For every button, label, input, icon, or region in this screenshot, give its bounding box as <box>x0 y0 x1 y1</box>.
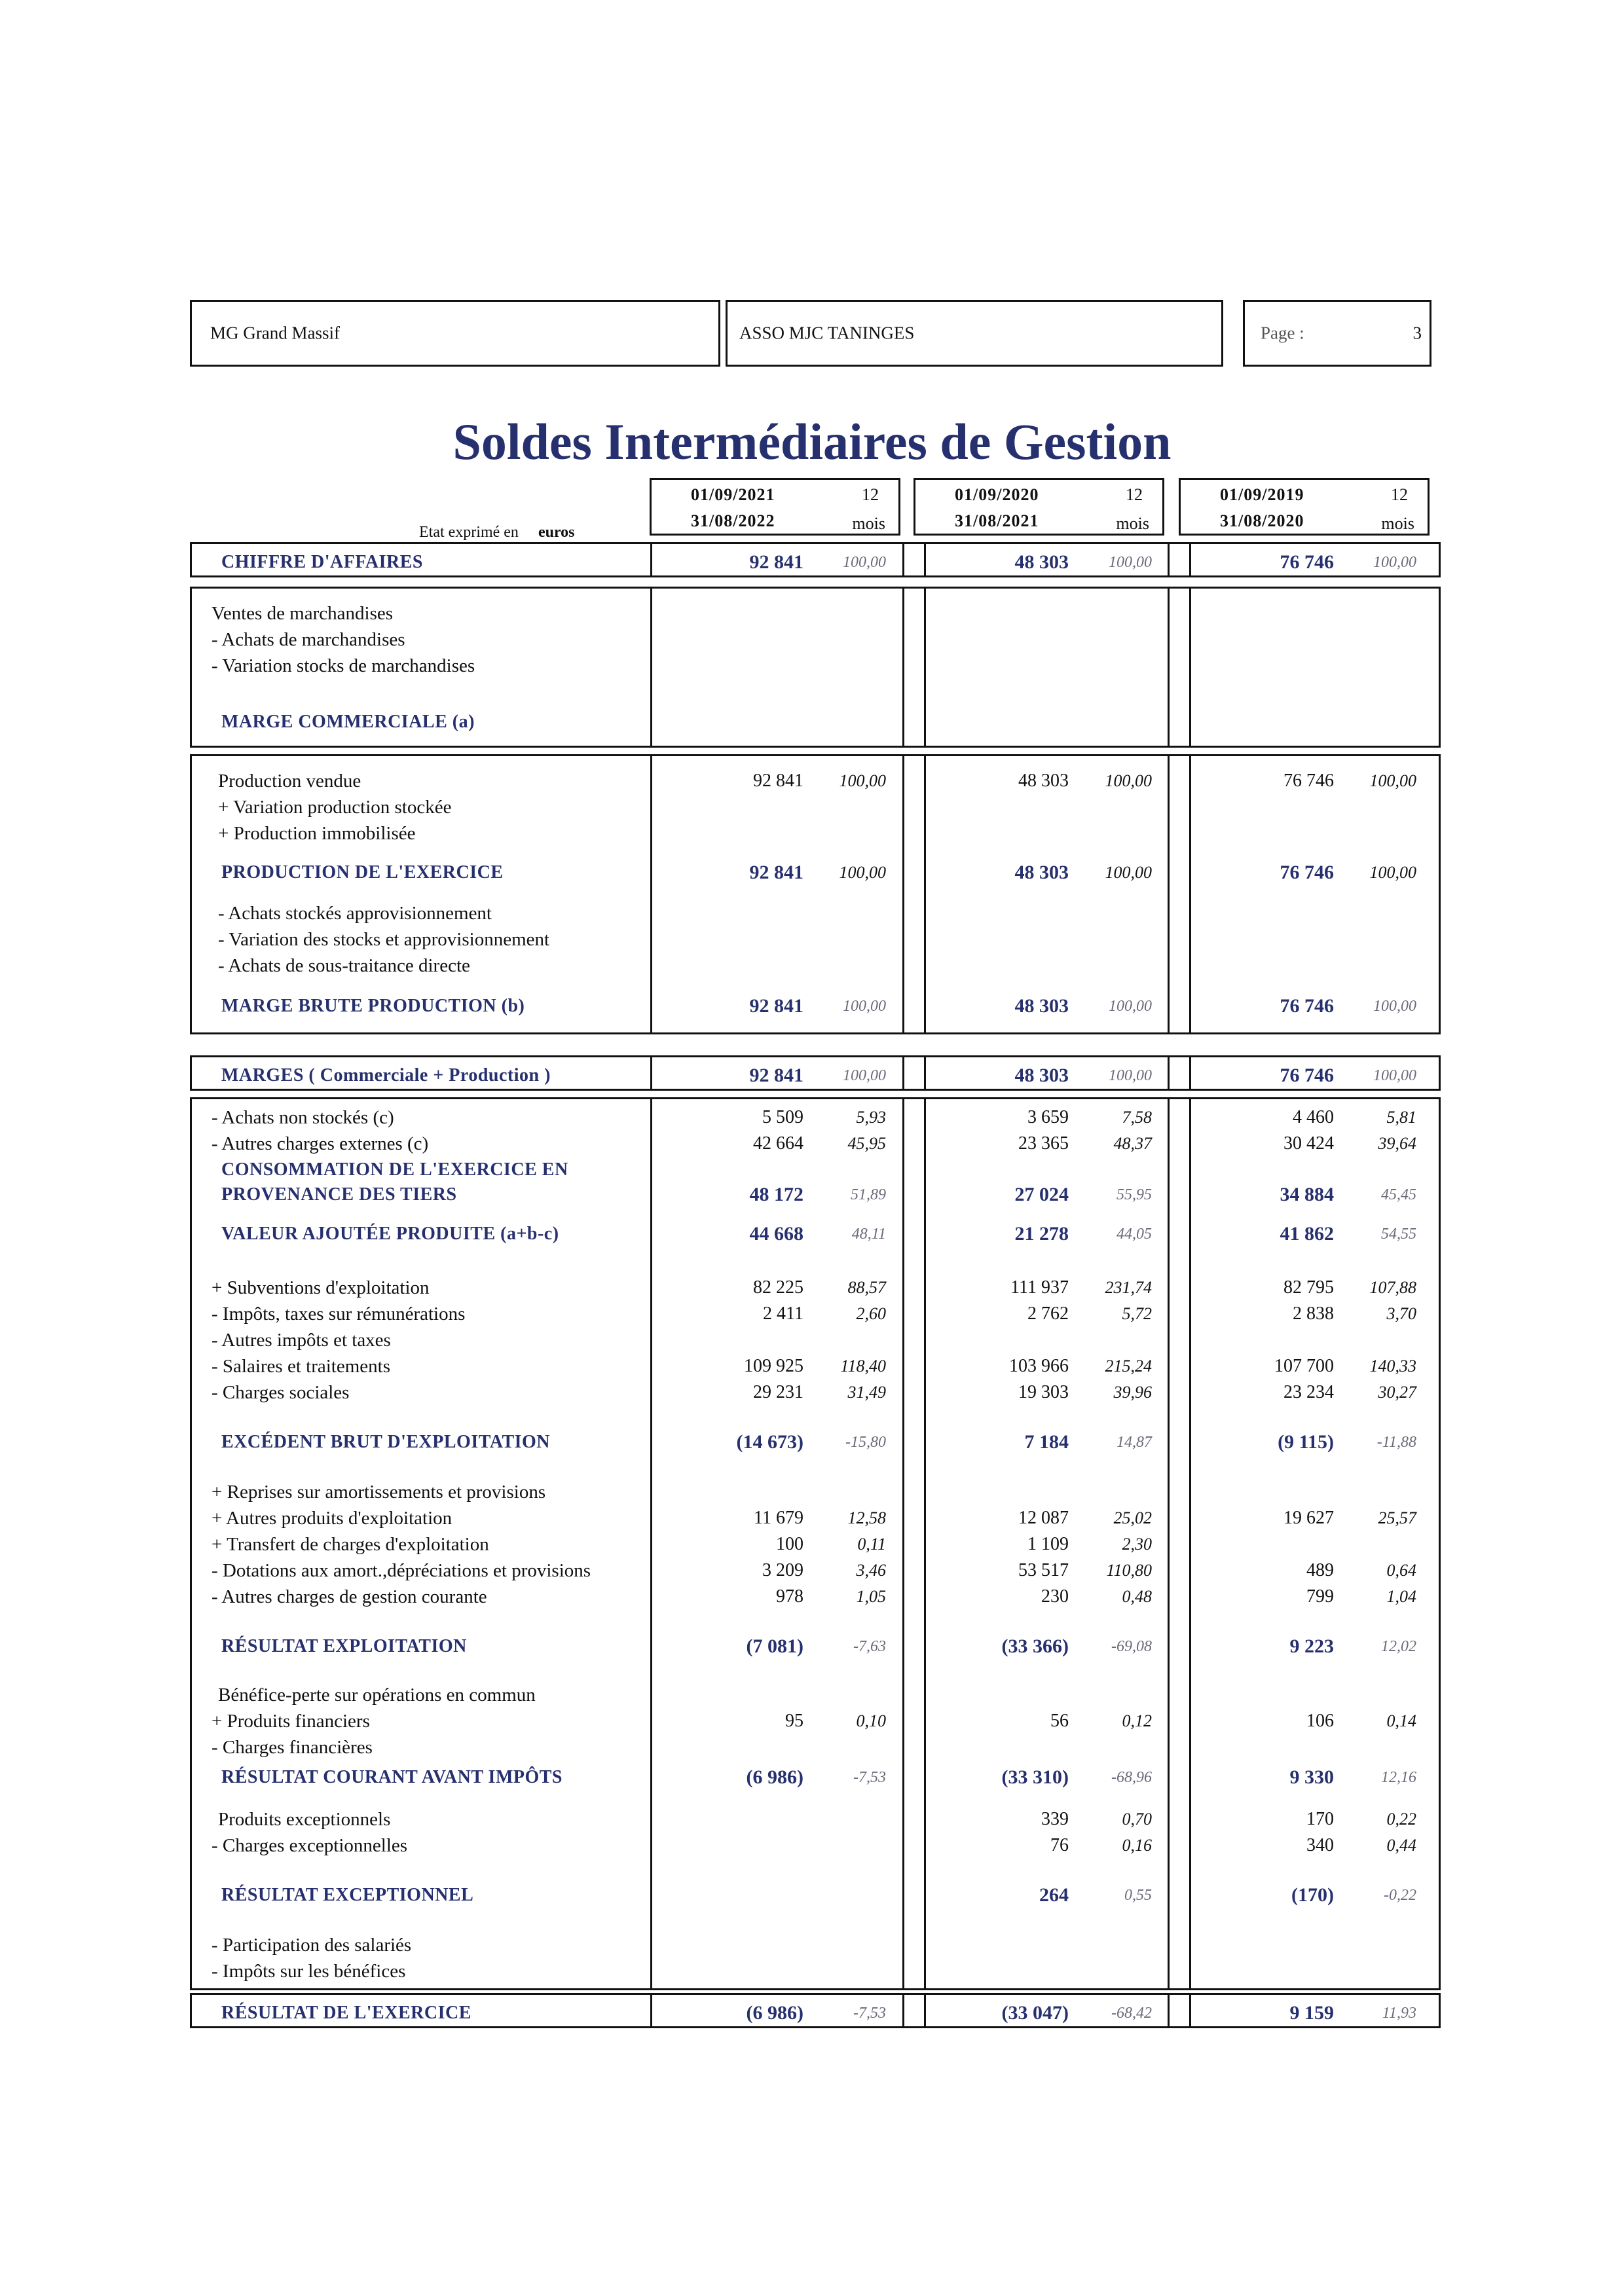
amount-period-1: 3 209 <box>762 1560 803 1580</box>
row-label: RÉSULTAT EXCEPTIONNEL <box>221 1885 474 1905</box>
row-prod-fin <box>192 1708 1439 1734</box>
row-res-ex <box>192 2000 1439 2026</box>
percent-period-1: -15,80 <box>845 1434 886 1451</box>
percent-period-2: 0,12 <box>1122 1711 1152 1730</box>
section-marge-commerciale <box>190 587 1441 748</box>
percent-period-2: 44,05 <box>1116 1226 1152 1243</box>
row-marge-com <box>192 709 1439 735</box>
amount-period-1: 82 225 <box>753 1277 803 1298</box>
amount-period-2: 48 303 <box>1014 551 1069 573</box>
row-label: + Production immobilisée <box>218 823 416 844</box>
amount-period-3: 2 838 <box>1293 1303 1334 1324</box>
period-end: 31/08/2022 <box>691 511 775 530</box>
row-transfert <box>192 1531 1439 1558</box>
amount-period-1: 92 841 <box>749 995 803 1017</box>
amount-period-1: 109 925 <box>744 1356 803 1376</box>
row-prod-immo <box>192 820 1439 847</box>
period-start: 01/09/2019 <box>1220 485 1304 504</box>
percent-period-1: 48,11 <box>851 1226 886 1243</box>
amount-period-2: 111 937 <box>1010 1277 1069 1298</box>
row-prod-exc <box>192 1806 1439 1832</box>
amount-period-1: 5 509 <box>762 1107 803 1127</box>
row-label: Production vendue <box>218 771 361 792</box>
percent-period-3: 100,00 <box>1373 554 1416 571</box>
row-autres-ch <box>192 1131 1439 1157</box>
client-name: ASSO MJC TANINGES <box>739 323 915 343</box>
row-label: MARGES ( Commerciale + Production ) <box>221 1065 551 1085</box>
row-res-exc <box>192 1882 1439 1908</box>
percent-period-1: 2,60 <box>856 1304 886 1323</box>
amount-period-2: (33 310) <box>1001 1766 1069 1788</box>
amount-period-3: 799 <box>1306 1586 1334 1607</box>
row-label: + Produits financiers <box>212 1711 370 1732</box>
page-box <box>1243 300 1431 367</box>
row-label: - Autres impôts et taxes <box>212 1330 391 1351</box>
row-ca <box>192 549 1439 575</box>
percent-period-1: 100,00 <box>839 771 886 790</box>
row-subv <box>192 1275 1439 1301</box>
row-label: - Impôts sur les bénéfices <box>212 1961 406 1982</box>
row-achats-ns <box>192 1104 1439 1131</box>
row-label: Bénéfice-perte sur opérations en commun <box>218 1685 536 1705</box>
row-ch-exc <box>192 1832 1439 1859</box>
amount-period-1: (14 673) <box>736 1431 803 1453</box>
amount-period-3: 340 <box>1306 1835 1334 1855</box>
amount-period-3: 489 <box>1306 1560 1334 1580</box>
row-label: - Salaires et traitements <box>212 1356 390 1377</box>
company-name: MG Grand Massif <box>210 323 340 343</box>
row-dotations <box>192 1558 1439 1584</box>
amount-period-1: 44 668 <box>749 1223 803 1245</box>
percent-period-3: 100,00 <box>1373 1067 1416 1084</box>
percent-period-3: 11,93 <box>1382 2005 1416 2022</box>
amount-period-3: 23 234 <box>1283 1382 1334 1402</box>
section-resultat-exercice <box>190 1993 1441 2028</box>
period-months-label: mois <box>1381 514 1414 533</box>
amount-period-2: 230 <box>1041 1586 1069 1607</box>
amount-period-1: (6 986) <box>746 1766 803 1788</box>
page-number: 3 <box>1412 323 1422 343</box>
row-autres-gest <box>192 1584 1439 1610</box>
amount-period-2: 264 <box>1039 1884 1069 1906</box>
row-label: MARGE BRUTE PRODUCTION (b) <box>221 996 525 1016</box>
unit-value: euros <box>538 524 575 541</box>
percent-period-1: -7,53 <box>853 1769 886 1786</box>
percent-period-2: 2,30 <box>1122 1535 1152 1554</box>
amount-period-3: 4 460 <box>1293 1107 1334 1127</box>
row-conso2 <box>192 1182 1439 1208</box>
amount-period-3: 76 746 <box>1280 551 1334 573</box>
amount-period-1: 92 841 <box>749 862 803 883</box>
amount-period-3: 82 795 <box>1283 1277 1334 1298</box>
amount-period-3: (9 115) <box>1278 1431 1334 1453</box>
section-production <box>190 754 1441 1034</box>
percent-period-2: 0,48 <box>1122 1587 1152 1606</box>
percent-period-3: 3,70 <box>1386 1304 1416 1323</box>
percent-period-1: 51,89 <box>851 1186 886 1203</box>
unit-note <box>419 524 575 541</box>
amount-period-1: (6 986) <box>746 2002 803 2024</box>
percent-period-2: -69,08 <box>1111 1638 1152 1655</box>
percent-period-2: 100,00 <box>1105 863 1152 882</box>
client-box <box>726 300 1223 367</box>
row-label: PROVENANCE DES TIERS <box>221 1184 457 1205</box>
amount-period-1: 48 172 <box>749 1184 803 1205</box>
percent-period-2: 0,16 <box>1122 1836 1152 1855</box>
percent-period-1: 3,46 <box>856 1561 886 1580</box>
row-label: + Transfert de charges d'exploitation <box>212 1534 489 1555</box>
row-ch-fin <box>192 1734 1439 1760</box>
percent-period-1: 118,40 <box>840 1357 886 1376</box>
row-label: Produits exceptionnels <box>218 1809 391 1830</box>
percent-period-2: 110,80 <box>1106 1561 1152 1580</box>
percent-period-2: 100,00 <box>1109 554 1152 571</box>
amount-period-3: 106 <box>1306 1711 1334 1731</box>
row-label: + Subventions d'exploitation <box>212 1277 430 1298</box>
row-label: - Variation stocks de marchandises <box>212 655 475 676</box>
row-label: - Dotations aux amort.,dépréciations et provisions <box>212 1560 591 1581</box>
amount-period-3: 9 330 <box>1289 1766 1334 1788</box>
row-autres-imp <box>192 1327 1439 1353</box>
percent-period-3: 25,57 <box>1378 1508 1416 1527</box>
percent-period-2: 14,87 <box>1116 1434 1152 1451</box>
amount-period-2: 339 <box>1041 1809 1069 1829</box>
amount-period-2: 27 024 <box>1014 1184 1069 1205</box>
row-label: MARGE COMMERCIALE (a) <box>221 712 475 732</box>
row-label: - Achats stockés approvisionnement <box>218 903 492 924</box>
percent-period-1: 12,58 <box>847 1508 886 1527</box>
section-chiffre-affaires <box>190 542 1441 577</box>
row-label: RÉSULTAT DE L'EXERCICE <box>221 2003 471 2023</box>
amount-period-1: 95 <box>785 1711 803 1731</box>
period-header-1 <box>650 478 900 536</box>
amount-period-1: (7 081) <box>746 1635 803 1657</box>
percent-period-2: 231,74 <box>1105 1278 1152 1297</box>
row-label: Ventes de marchandises <box>212 603 394 624</box>
percent-period-2: 5,72 <box>1122 1304 1152 1323</box>
amount-period-3: 76 746 <box>1280 862 1334 883</box>
amount-period-3: 41 862 <box>1280 1223 1334 1245</box>
percent-period-3: 100,00 <box>1369 863 1416 882</box>
section-detail <box>190 1097 1441 1990</box>
row-label: - Charges exceptionnelles <box>212 1835 408 1856</box>
amount-period-2: 103 966 <box>1009 1356 1069 1376</box>
amount-period-1: 978 <box>776 1586 803 1607</box>
amount-period-3: 9 159 <box>1289 2002 1334 2024</box>
percent-period-1: 88,57 <box>847 1278 886 1297</box>
amount-period-3: 76 746 <box>1280 1065 1334 1086</box>
amount-period-2: 3 659 <box>1027 1107 1069 1127</box>
percent-period-3: 39,64 <box>1378 1134 1416 1153</box>
amount-period-3: 30 424 <box>1283 1133 1334 1154</box>
row-label: CONSOMMATION DE L'EXERCICE EN <box>221 1159 568 1180</box>
amount-period-2: 2 762 <box>1027 1303 1069 1324</box>
amount-period-3: 107 700 <box>1274 1356 1334 1376</box>
row-label: - Variation des stocks et approvisionnement <box>218 929 550 950</box>
amount-period-2: 48 303 <box>1014 995 1069 1017</box>
percent-period-3: -0,22 <box>1384 1887 1416 1904</box>
amount-period-2: 7 184 <box>1024 1431 1069 1453</box>
amount-period-2: 56 <box>1050 1711 1069 1731</box>
amount-period-2: 48 303 <box>1014 1065 1069 1086</box>
row-rcai <box>192 1764 1439 1791</box>
row-charges-soc <box>192 1379 1439 1406</box>
page-title: Soldes Intermédiaires de Gestion <box>452 413 1172 470</box>
row-label: + Variation production stockée <box>218 797 452 818</box>
amount-period-1: 2 411 <box>763 1303 803 1324</box>
percent-period-2: 0,70 <box>1122 1810 1152 1829</box>
period-end: 31/08/2020 <box>1220 511 1304 530</box>
row-label: - Achats de marchandises <box>212 629 405 650</box>
amount-period-1: 92 841 <box>749 551 803 573</box>
row-marge-brute <box>192 993 1439 1019</box>
row-label: - Charges sociales <box>212 1382 350 1403</box>
percent-period-3: -11,88 <box>1376 1434 1416 1451</box>
percent-period-3: 1,04 <box>1386 1587 1416 1606</box>
amount-period-3: 170 <box>1306 1809 1334 1829</box>
amount-period-2: 19 303 <box>1018 1382 1069 1402</box>
row-var-prod <box>192 794 1439 820</box>
row-benef <box>192 1682 1439 1708</box>
row-label: - Participation des salariés <box>212 1935 412 1956</box>
row-achats-m <box>192 627 1439 653</box>
row-label: + Reprises sur amortissements et provisions <box>212 1482 546 1503</box>
amount-period-3: 76 746 <box>1280 995 1334 1017</box>
period-months: 12 <box>862 485 879 504</box>
percent-period-2: 25,02 <box>1113 1508 1152 1527</box>
row-reprises <box>192 1479 1439 1505</box>
amount-period-1: 11 679 <box>754 1508 803 1528</box>
percent-period-1: 100,00 <box>843 554 886 571</box>
period-months-label: mois <box>852 514 885 533</box>
percent-period-3: 30,27 <box>1378 1383 1416 1402</box>
percent-period-3: 140,33 <box>1369 1357 1416 1376</box>
section-marges <box>190 1055 1441 1091</box>
percent-period-3: 5,81 <box>1386 1108 1416 1127</box>
percent-period-1: 1,05 <box>856 1587 886 1606</box>
row-res-exp <box>192 1633 1439 1660</box>
percent-period-2: -68,42 <box>1111 2005 1152 2022</box>
period-months-label: mois <box>1116 514 1149 533</box>
row-particip <box>192 1932 1439 1958</box>
amount-period-1: 42 664 <box>753 1133 803 1154</box>
amount-period-2: 76 <box>1050 1835 1069 1855</box>
percent-period-1: 100,00 <box>839 863 886 882</box>
percent-period-3: 54,55 <box>1381 1226 1416 1243</box>
row-autres-prod <box>192 1505 1439 1531</box>
row-label: - Achats de sous-traitance directe <box>218 955 470 976</box>
row-label: - Autres charges de gestion courante <box>212 1586 487 1607</box>
amount-period-1: 100 <box>776 1534 803 1554</box>
percent-period-3: 0,44 <box>1386 1836 1416 1855</box>
row-sous-trait <box>192 953 1439 979</box>
row-achats-appro <box>192 900 1439 926</box>
amount-period-1: 92 841 <box>749 1065 803 1086</box>
percent-period-3: 12,16 <box>1381 1769 1416 1786</box>
percent-period-3: 0,14 <box>1386 1711 1416 1730</box>
amount-period-2: 23 365 <box>1018 1133 1069 1154</box>
row-label: - Achats non stockés (c) <box>212 1107 394 1128</box>
percent-period-2: 100,00 <box>1105 771 1152 790</box>
amount-period-2: 12 087 <box>1018 1508 1069 1528</box>
percent-period-1: 31,49 <box>847 1383 886 1402</box>
row-conso1 <box>192 1157 1439 1183</box>
row-label: + Autres produits d'exploitation <box>212 1508 452 1529</box>
period-header-2 <box>913 478 1164 536</box>
percent-period-2: -68,96 <box>1111 1769 1152 1786</box>
percent-period-2: 7,58 <box>1122 1108 1152 1127</box>
percent-period-1: 0,10 <box>856 1711 886 1730</box>
company-box <box>190 300 720 367</box>
row-ebe <box>192 1429 1439 1455</box>
unit-label: Etat exprimé en <box>419 524 519 541</box>
amount-period-3: 76 746 <box>1283 771 1334 791</box>
amount-period-2: (33 366) <box>1001 1635 1069 1657</box>
amount-period-2: (33 047) <box>1001 2002 1069 2024</box>
percent-period-3: 0,64 <box>1386 1561 1416 1580</box>
row-label: EXCÉDENT BRUT D'EXPLOITATION <box>221 1432 551 1452</box>
percent-period-2: 215,24 <box>1105 1357 1152 1376</box>
amount-period-3: 34 884 <box>1280 1184 1334 1205</box>
period-months: 12 <box>1391 485 1408 504</box>
percent-period-2: 100,00 <box>1109 998 1152 1015</box>
percent-period-3: 45,45 <box>1381 1186 1416 1203</box>
percent-period-2: 39,96 <box>1113 1383 1152 1402</box>
row-label: - Autres charges externes (c) <box>212 1133 429 1154</box>
row-label: - Impôts, taxes sur rémunérations <box>212 1303 466 1324</box>
amount-period-3: 9 223 <box>1289 1635 1334 1657</box>
period-start: 01/09/2020 <box>955 485 1039 504</box>
percent-period-2: 55,95 <box>1116 1186 1152 1203</box>
amount-period-2: 48 303 <box>1014 862 1069 883</box>
row-marges <box>192 1063 1439 1089</box>
row-label: PRODUCTION DE L'EXERCICE <box>221 862 504 883</box>
percent-period-2: 0,55 <box>1124 1887 1152 1904</box>
page-label: Page : <box>1261 323 1304 343</box>
period-header-3 <box>1179 478 1430 536</box>
percent-period-3: 12,02 <box>1381 1638 1416 1655</box>
percent-period-1: 100,00 <box>843 1067 886 1084</box>
row-label: VALEUR AJOUTÉE PRODUITE (a+b-c) <box>221 1224 559 1244</box>
percent-period-1: -7,63 <box>853 1638 886 1655</box>
percent-period-1: 0,11 <box>857 1535 886 1554</box>
row-var-appro <box>192 926 1439 953</box>
period-months: 12 <box>1126 485 1143 504</box>
percent-period-1: -7,53 <box>853 2005 886 2022</box>
percent-period-3: 100,00 <box>1369 771 1416 790</box>
percent-period-2: 100,00 <box>1109 1067 1152 1084</box>
row-prod-vendue <box>192 768 1439 794</box>
period-start: 01/09/2021 <box>691 485 775 504</box>
row-label: RÉSULTAT EXPLOITATION <box>221 1636 467 1656</box>
amount-period-2: 1 109 <box>1027 1534 1069 1554</box>
percent-period-1: 5,93 <box>856 1108 886 1127</box>
row-label: RÉSULTAT COURANT AVANT IMPÔTS <box>221 1767 563 1787</box>
amount-period-3: (170) <box>1291 1884 1334 1906</box>
period-end: 31/08/2021 <box>955 511 1039 530</box>
row-ventes <box>192 600 1439 627</box>
percent-period-3: 0,22 <box>1386 1810 1416 1829</box>
row-impots-tax <box>192 1301 1439 1327</box>
percent-period-1: 100,00 <box>843 998 886 1015</box>
amount-period-2: 21 278 <box>1014 1223 1069 1245</box>
row-label: CHIFFRE D'AFFAIRES <box>221 552 423 572</box>
row-prod-ex <box>192 860 1439 886</box>
row-salaires <box>192 1353 1439 1379</box>
percent-period-3: 107,88 <box>1369 1278 1416 1297</box>
percent-period-1: 45,95 <box>847 1134 886 1153</box>
row-impots-ben <box>192 1958 1439 1984</box>
row-va <box>192 1221 1439 1247</box>
percent-period-3: 100,00 <box>1373 998 1416 1015</box>
amount-period-3: 19 627 <box>1283 1508 1334 1528</box>
amount-period-1: 92 841 <box>753 771 803 791</box>
amount-period-2: 48 303 <box>1018 771 1069 791</box>
amount-period-2: 53 517 <box>1018 1560 1069 1580</box>
row-label: - Charges financières <box>212 1737 373 1758</box>
amount-period-1: 29 231 <box>753 1382 803 1402</box>
percent-period-2: 48,37 <box>1113 1134 1152 1153</box>
row-var-m <box>192 653 1439 679</box>
